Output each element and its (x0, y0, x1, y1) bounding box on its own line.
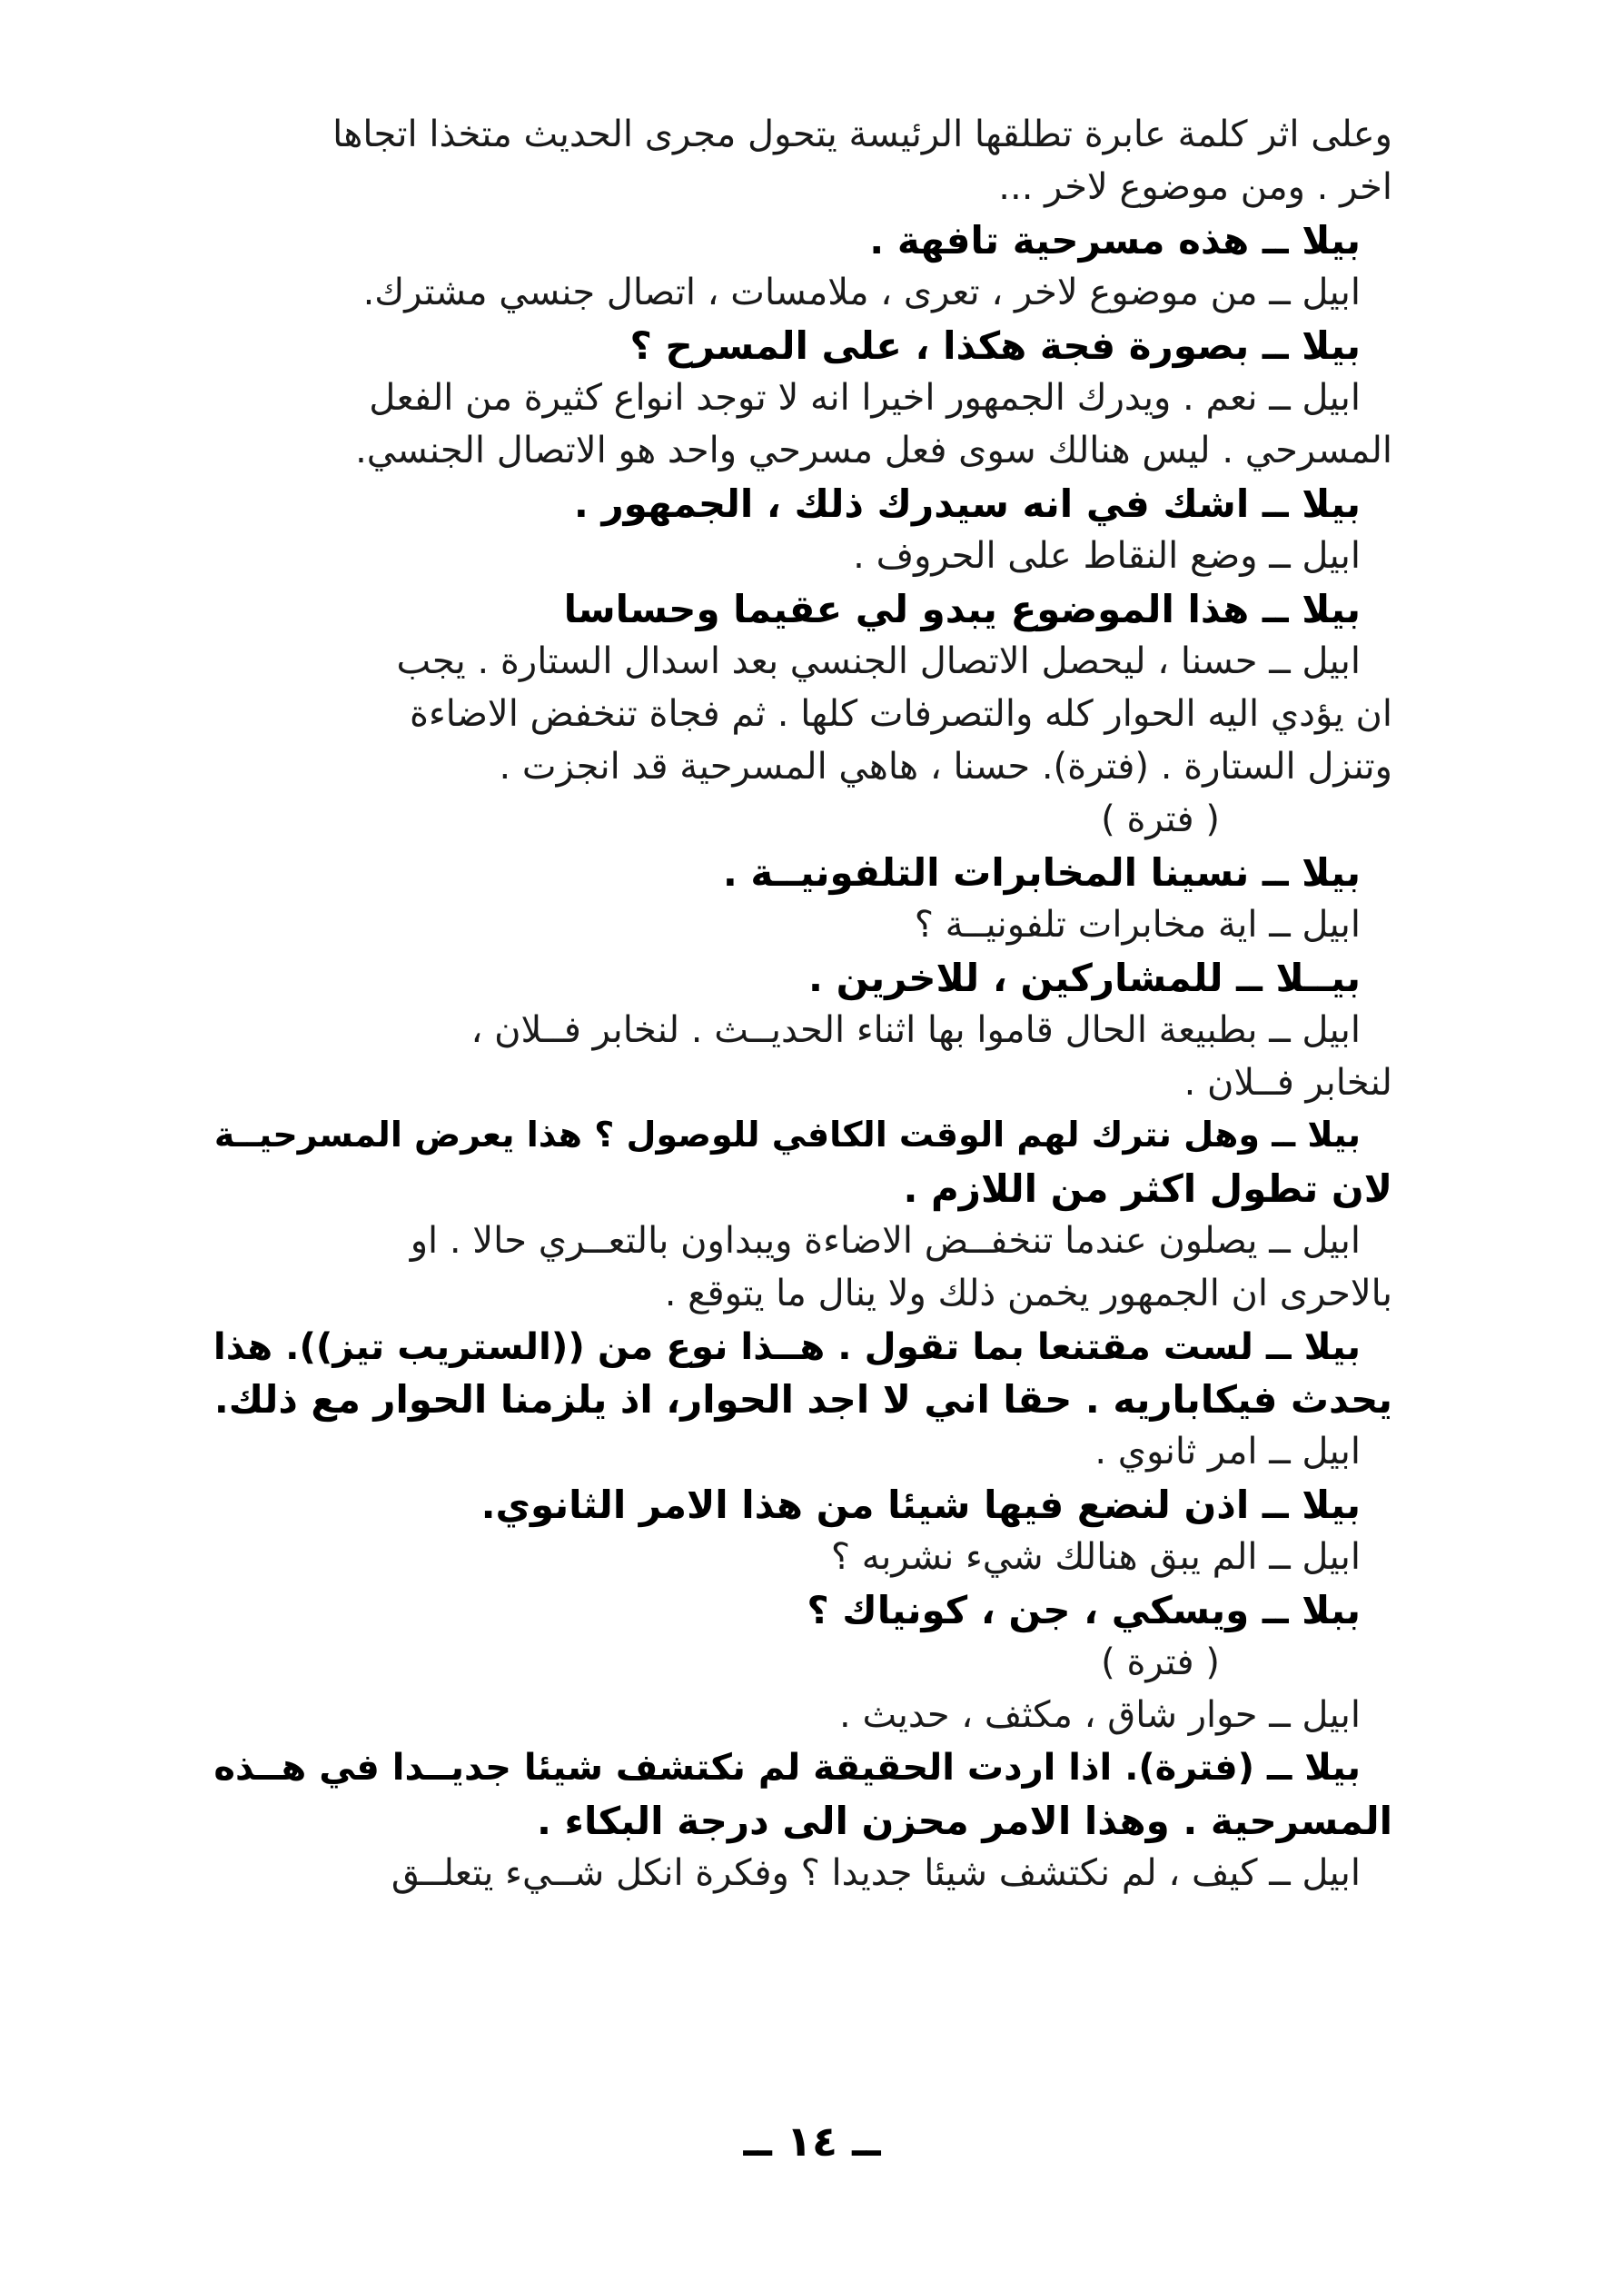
text-line: ابيل ــ وضع النقاط على الحروف . (853, 535, 1361, 577)
page-number: ــ ١٤ ــ (743, 2117, 881, 2166)
text-line: ابيل ــ الم يبق هنالك شيء نشربه ؟ (830, 1536, 1361, 1578)
text-line: بالاحرى ان الجمهور يخمن ذلك ولا ينال ما يتوقع . (664, 1273, 1392, 1314)
text-line: ابيل ــ نعم . ويدرك الجمهور اخيرا انه لا توجد انواع كثيرة من الفعل (369, 377, 1361, 419)
dialogue-line: يحدث فيكاباريه . حقا اني لا اجد الحوار، اذ يلزمنا الحوار مع ذلك. (213, 1377, 1392, 1422)
dialogue-line: بيــلا ــ للمشاركين ، للاخرين . (808, 956, 1361, 1000)
dialogue-line: بيلا ــ (فترة). اذا اردت الحقيقة لم نكتشف شيئا جديــدا في هــذه (213, 1747, 1361, 1789)
dialogue-line: بيلا ــ نسينا المخابرات التلفونيــة . (722, 850, 1361, 895)
dialogue-line: بيلا ــ اذن لنضع فيها شيئا من هذا الامر الثانوي. (480, 1483, 1361, 1527)
dialogue-line: بيلا ــ هذا الموضوع يبدو لي عقيما وحساسا (563, 587, 1361, 631)
text-line: وتنزل الستارة . (فترة). حسنا ، هاهي المسرحية قد انجزت . (499, 746, 1392, 788)
text-line: ابيل ــ كيف ، لم نكتشف شيئا جديدا ؟ وفكرة انكل شــيء يتعلــق (391, 1852, 1361, 1894)
text-line: ابيل ــ امر ثانوي . (1094, 1431, 1361, 1473)
text-line: ابيل ــ من موضوع لاخر ، تعرى ، ملامسات ، اتصال جنسي مشترك. (362, 272, 1361, 313)
text-line: لنخابر فــلان . (1183, 1062, 1392, 1104)
text-line: ابيل ــ يصلون عندما تنخفــض الاضاءة ويبداون بالتعــري حالا . او (410, 1220, 1361, 1262)
dialogue-line: بيلا ــ لست مقتنعا بما تقول . هــذا نوع من ((الستريب تيز)). هذا (213, 1324, 1361, 1368)
dialogue-line: بيلا ــ وهل نترك لهم الوقت الكافي للوصول ؟ هذا يعرض المسرحيــة (213, 1115, 1361, 1155)
dialogue-line: المسرحية . وهذا الامر محزن الى درجة البكاء . (536, 1799, 1392, 1843)
dialogue-line: ببلا ــ ويسكي ، جن ، كونياك ؟ (807, 1588, 1361, 1632)
text-line: وعلى اثر كلمة عابرة تطلقها الرئيسة يتحول مجرى الحديث متخذا اتجاها (332, 114, 1392, 155)
text-line: المسرحي . ليس هنالك سوى فعل مسرحي واحد هو الاتصال الجنسي. (355, 430, 1392, 471)
text-line: ابيل ــ اية مخابرات تلفونيــة ؟ (914, 904, 1361, 946)
text-line: ابيل ــ حوار شاق ، مكثف ، حديث . (839, 1694, 1361, 1736)
text-line: ابيل ــ حسنا ، ليحصل الاتصال الجنسي بعد اسدال الستارة . يجب (396, 640, 1361, 682)
dialogue-line: لان تطول اكثر من اللازم . (903, 1166, 1392, 1211)
text-line: اخر . ومن موضوع لاخر ... (998, 166, 1392, 208)
text-line: ان يؤدي اليه الحوار كله والتصرفات كلها . ثم فجاة تنخفض الاضاءة (409, 693, 1392, 735)
dialogue-line: بيلا ــ بصورة فجة هكذا ، على المسرح ؟ (629, 323, 1361, 368)
stage-direction: ( فترة ) (1101, 1641, 1220, 1683)
dialogue-line: بيلا ــ اشك في انه سيدرك ذلك ، الجمهور . (573, 481, 1361, 526)
text-line: ابيل ــ بطبيعة الحال قاموا بها اثناء الحديــث . لنخابر فــلان ، (470, 1009, 1361, 1051)
dialogue-line: بيلا ــ هذه مسرحية تافهة . (869, 218, 1361, 263)
stage-direction: ( فترة ) (1101, 798, 1220, 840)
